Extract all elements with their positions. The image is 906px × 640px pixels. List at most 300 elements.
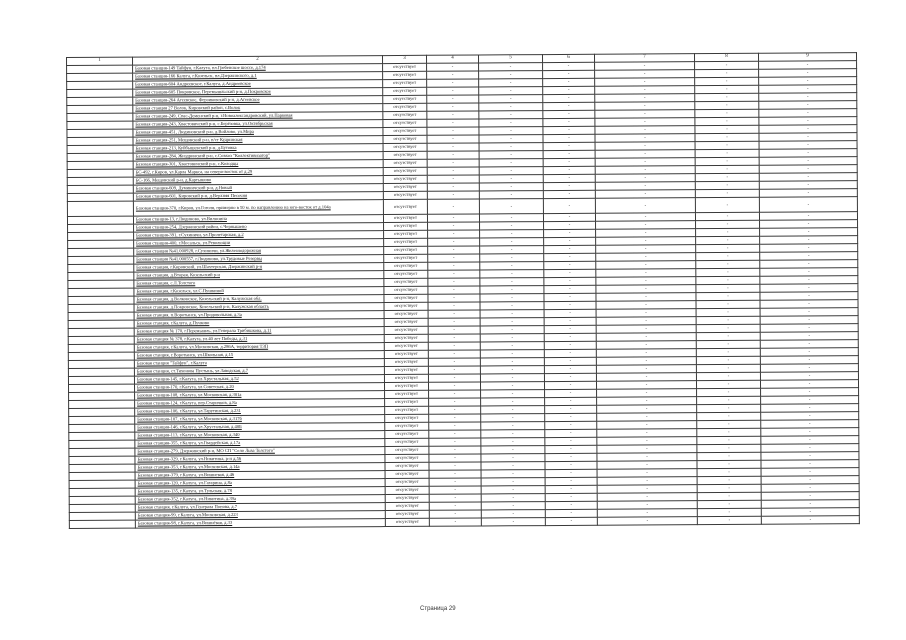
station-name-cell: Базовая станция-124, г.Калуга, пер.Старичков, д.8а bbox=[135, 399, 385, 409]
dash-cell-col4: - bbox=[429, 390, 481, 398]
dash-cell-col4: - bbox=[427, 111, 479, 119]
dash-cell-col7: - bbox=[596, 269, 696, 278]
station-name-cell: Базовая станция, г.Козельск, ул.С.Пушкиной bbox=[134, 287, 384, 297]
dash-cell-col5: - bbox=[480, 230, 544, 238]
dash-cell-col9: - bbox=[759, 117, 857, 126]
dash-cell-col6: - bbox=[544, 333, 596, 341]
dash-cell-col6: - bbox=[543, 142, 595, 150]
dash-cell-col9: - bbox=[761, 516, 859, 525]
dash-cell-col4: - bbox=[428, 230, 480, 238]
dash-cell-col4: - bbox=[429, 446, 481, 454]
station-name-cell: Базовая станция-243, Хвастовичский р-н, с.Берёзовка, ул.Октябрьская bbox=[133, 120, 383, 130]
dash-cell-col6: - bbox=[543, 118, 595, 126]
dash-cell-col4: - bbox=[429, 510, 481, 518]
dash-cell-col5: - bbox=[481, 438, 545, 446]
dash-cell-col4: - bbox=[428, 270, 480, 278]
dash-cell-col5: - bbox=[481, 478, 545, 486]
dash-cell-col8: - bbox=[697, 396, 761, 404]
dash-cell-col8: - bbox=[695, 117, 759, 125]
station-name-cell: БС-166, Мещовский р-н, д.Картышово bbox=[133, 176, 383, 186]
dash-cell-col7: - bbox=[595, 86, 695, 95]
dash-cell-col4: - bbox=[427, 127, 479, 135]
dash-cell-col4: - bbox=[428, 366, 480, 374]
station-name-cell: Базовая станция-451, Людиновский р-н, д.Войлово, ул.Мира bbox=[133, 128, 383, 138]
dash-cell-col4: - bbox=[427, 167, 479, 175]
status-cell: отсутствует bbox=[384, 326, 428, 334]
dash-cell-col5: - bbox=[479, 135, 543, 143]
dash-cell-col7: - bbox=[595, 150, 695, 159]
station-name-cell: Базовая станция-279, Дзержинский р-н, МО СП "Село Льва Толстого" bbox=[135, 447, 385, 457]
dash-cell-col8: - bbox=[695, 125, 759, 133]
dash-cell-col4: - bbox=[429, 398, 481, 406]
station-name-cell: Базовая станция-107, г.Калуга, ул.Московская, д.317б bbox=[135, 415, 385, 425]
dash-cell-col9: - bbox=[759, 165, 857, 174]
station-name-cell: Базовая станция-601, Кировский р-н, д.Верхняя Песочня bbox=[133, 192, 383, 202]
dash-cell-col8: - bbox=[697, 516, 761, 524]
dash-cell-col8: - bbox=[696, 252, 760, 260]
dash-cell-col6: - bbox=[545, 421, 597, 429]
dash-cell-col4: - bbox=[427, 159, 479, 167]
header-cell: 9 bbox=[758, 53, 856, 62]
dash-cell-col8: - bbox=[696, 380, 760, 388]
dash-cell-col7: - bbox=[596, 309, 696, 318]
dash-cell-col4: - bbox=[428, 278, 480, 286]
row-cell-col1 bbox=[69, 520, 135, 528]
dash-cell-col7: - bbox=[597, 461, 697, 470]
dash-cell-col9: - bbox=[760, 380, 858, 389]
dash-cell-col4: - bbox=[427, 119, 479, 127]
dash-cell-col9: - bbox=[760, 244, 858, 253]
dash-cell-col4: - bbox=[427, 199, 479, 214]
dash-cell-col9: - bbox=[759, 189, 857, 198]
dash-cell-col6: - bbox=[545, 445, 597, 453]
dash-cell-col7: - bbox=[595, 94, 695, 103]
station-name-cell: Базовая станция-106, г.Калуга, ул.Тарутинская, д.231 bbox=[135, 407, 385, 417]
stations-table bbox=[66, 52, 860, 529]
dash-cell-col6: - bbox=[545, 453, 597, 461]
dash-cell-col9: - bbox=[759, 149, 857, 158]
dash-cell-col9: - bbox=[760, 332, 858, 341]
dash-cell-col6: - bbox=[544, 317, 596, 325]
dash-cell-col9: - bbox=[760, 252, 858, 261]
dash-cell-col6: - bbox=[544, 381, 596, 389]
dash-cell-col7: - bbox=[596, 229, 696, 238]
dash-cell-col6: - bbox=[544, 245, 596, 253]
status-cell: отсутствует bbox=[384, 246, 428, 254]
header-cell: 5 bbox=[478, 55, 542, 63]
station-name-cell: Базовая станция-170, г.Калуга, ул.Советская, д.20 bbox=[134, 383, 384, 393]
dash-cell-col6: - bbox=[545, 397, 597, 405]
dash-cell-col4: - bbox=[428, 342, 480, 350]
dash-cell-col4: - bbox=[428, 262, 480, 270]
dash-cell-col5: - bbox=[480, 326, 544, 334]
dash-cell-col7: - bbox=[595, 102, 695, 111]
dash-cell-col8: - bbox=[696, 348, 760, 356]
station-name-cell: Базовая станция-249, Спас-Деменский р-н, г.Новоалександровский, ул.Парковая bbox=[133, 112, 383, 122]
dash-cell-col5: - bbox=[479, 143, 543, 151]
dash-cell-col5: - bbox=[480, 254, 544, 262]
dash-cell-col5: - bbox=[480, 366, 544, 374]
dash-cell-col9: - bbox=[760, 292, 858, 301]
dash-cell-col9: - bbox=[759, 197, 857, 213]
dash-cell-col5: - bbox=[481, 462, 545, 470]
dash-cell-col5: - bbox=[479, 159, 543, 167]
dash-cell-col8: - bbox=[695, 157, 759, 165]
dash-cell-col5: - bbox=[480, 318, 544, 326]
dash-cell-col5: - bbox=[480, 350, 544, 358]
dash-cell-col5: - bbox=[481, 390, 545, 398]
dash-cell-col6: - bbox=[543, 182, 595, 190]
status-cell: отсутствует bbox=[383, 63, 427, 71]
dash-cell-col6: - bbox=[544, 357, 596, 365]
dash-cell-col5: - bbox=[481, 406, 545, 414]
status-cell: отсутствует bbox=[384, 302, 428, 310]
status-cell: отсутствует bbox=[383, 175, 427, 183]
document-table-sheet bbox=[66, 52, 859, 529]
dash-cell-col4: - bbox=[428, 318, 480, 326]
dash-cell-col9: - bbox=[759, 61, 857, 70]
dash-cell-col4: - bbox=[427, 214, 479, 222]
dash-cell-col4: - bbox=[428, 326, 480, 334]
dash-cell-col8: - bbox=[695, 165, 759, 173]
status-cell: отсутствует bbox=[383, 159, 427, 167]
dash-cell-col9: - bbox=[761, 396, 859, 405]
station-name-cell: Базовая станция-145, г.Калуга, ул.Хрустальная, д.52 bbox=[134, 375, 384, 385]
dash-cell-col8: - bbox=[695, 173, 759, 181]
dash-cell-col5: - bbox=[480, 294, 544, 302]
dash-cell-col9: - bbox=[759, 85, 857, 94]
dash-cell-col6: - bbox=[544, 221, 596, 229]
dash-cell-col8: - bbox=[697, 492, 761, 500]
dash-cell-col7: - bbox=[595, 190, 695, 199]
header-cell: 4 bbox=[426, 55, 478, 63]
status-cell: отсутствует bbox=[384, 310, 428, 318]
dash-cell-col5: - bbox=[481, 470, 545, 478]
status-cell: отсутствует bbox=[385, 438, 429, 446]
dash-cell-col6: - bbox=[544, 349, 596, 357]
dash-cell-col6: - bbox=[545, 461, 597, 469]
dash-cell-col7: - bbox=[595, 198, 695, 214]
dash-cell-col9: - bbox=[761, 412, 859, 421]
dash-cell-col4: - bbox=[429, 406, 481, 414]
dash-cell-col5: - bbox=[479, 199, 543, 214]
dash-cell-col4: - bbox=[428, 246, 480, 254]
station-name-cell: Базовая станция-166 Калуга, г.Козельск, пл.Дзержинского, д.1 bbox=[133, 72, 383, 82]
dash-cell-col4: - bbox=[427, 135, 479, 143]
station-name-cell: Базовая станция-99, г.Калуга, ул.Московская, д.223 bbox=[135, 511, 385, 521]
station-name-cell: Базовая станция, п.Воротынск, ул.Продовольная, д.3а bbox=[134, 311, 384, 321]
dash-cell-col6: - bbox=[543, 86, 595, 94]
dash-cell-col9: - bbox=[761, 476, 859, 485]
dash-cell-col8: - bbox=[695, 212, 759, 220]
dash-cell-col8: - bbox=[695, 181, 759, 189]
station-name-cell: Базовая станция-120, г.Калуга, ул.Гагарина, д.8а bbox=[135, 479, 385, 489]
dash-cell-col5: - bbox=[479, 71, 543, 79]
dash-cell-col6: - bbox=[544, 285, 596, 293]
station-name-cell: БС-492, г.Киров, ул.Карла Маркса, на северо-восток от д.29 bbox=[133, 168, 383, 178]
dash-cell-col7: - bbox=[595, 118, 695, 127]
dash-cell-col7: - bbox=[596, 373, 696, 382]
dash-cell-col9: - bbox=[760, 268, 858, 277]
status-cell: отсутствует bbox=[383, 119, 427, 127]
dash-cell-col5: - bbox=[481, 454, 545, 462]
dash-cell-col8: - bbox=[697, 428, 761, 436]
status-cell: отсутствует bbox=[385, 478, 429, 486]
dash-cell-col6: - bbox=[545, 429, 597, 437]
dash-cell-col7: - bbox=[596, 285, 696, 294]
status-cell: отсутствует bbox=[385, 502, 429, 510]
dash-cell-col5: - bbox=[480, 342, 544, 350]
dash-cell-col5: - bbox=[479, 151, 543, 159]
station-name-cell: Базовая станция, г.Кировский, ул.Шахтерская, Дзержинский р-н bbox=[134, 263, 384, 273]
station-name-cell: Базовая станция-604 Андреевское, г.Калуга, д.Андреевское bbox=[133, 80, 383, 90]
station-name-cell: Базовая станция-251, Мещовский р-н, п/ст Кудринская bbox=[133, 136, 383, 146]
dash-cell-col7: - bbox=[595, 78, 695, 87]
dash-cell-col9: - bbox=[760, 372, 858, 381]
dash-cell-col9: - bbox=[760, 356, 858, 365]
dash-cell-col7: - bbox=[595, 134, 695, 143]
dash-cell-col5: - bbox=[480, 302, 544, 310]
header-cell: 8 bbox=[694, 53, 758, 61]
dash-cell-col7: - bbox=[597, 501, 697, 510]
dash-cell-col8: - bbox=[696, 260, 760, 268]
dash-cell-col7: - bbox=[597, 437, 697, 446]
status-cell: отсутствует bbox=[385, 422, 429, 430]
station-name-cell: Базовая станция №41.000557, г.Людиново, ул.Трудовые Резервы bbox=[134, 255, 384, 265]
dash-cell-col7: - bbox=[596, 253, 696, 262]
dash-cell-col7: - bbox=[597, 477, 697, 486]
status-cell: отсутствует bbox=[383, 183, 427, 191]
dash-cell-col9: - bbox=[761, 508, 859, 517]
station-name-cell: Базовая станция-113, г.Калуга, ул.Московская, д.340 bbox=[135, 431, 385, 441]
dash-cell-col5: - bbox=[479, 127, 543, 135]
dash-cell-col5: - bbox=[481, 398, 545, 406]
dash-cell-col9: - bbox=[759, 157, 857, 166]
dash-cell-col6: - bbox=[544, 309, 596, 317]
dash-cell-col6: - bbox=[544, 261, 596, 269]
station-name-cell: Базовая станция-391, г.Сухиничи, ул.Пролетарская, д.2 bbox=[134, 231, 384, 241]
dash-cell-col9: - bbox=[760, 308, 858, 317]
status-cell: отсутствует bbox=[384, 270, 428, 278]
status-cell: отсутствует bbox=[384, 334, 428, 342]
status-cell: отсутствует bbox=[384, 350, 428, 358]
station-name-cell: Базовая станция-370, г.Киров, ул.Гоголя, примерно в 50 м. по направлению на юго-восток от д.104а bbox=[133, 200, 383, 217]
status-cell: отсутствует bbox=[384, 294, 428, 302]
dash-cell-col6: - bbox=[543, 150, 595, 158]
dash-cell-col5: - bbox=[481, 486, 545, 494]
status-cell: отсутствует bbox=[385, 454, 429, 462]
dash-cell-col4: - bbox=[427, 143, 479, 151]
dash-cell-col8: - bbox=[696, 316, 760, 324]
dash-cell-col8: - bbox=[697, 508, 761, 516]
station-name-cell: Базовая станция, г.Калуга, ул.Московская, д.286А, территория ТЗП bbox=[134, 343, 384, 353]
dash-cell-col8: - bbox=[696, 220, 760, 228]
dash-cell-col9: - bbox=[761, 452, 859, 461]
dash-cell-col5: - bbox=[480, 262, 544, 270]
dash-cell-col8: - bbox=[697, 436, 761, 444]
station-name-cell: Базовая станция-329, г.Калуга, ул.Никитина, р-н д.56 bbox=[135, 455, 385, 465]
station-name-cell: Базовая станция-400, г.Мосальск, ул.Революции bbox=[134, 239, 384, 249]
dash-cell-col6: - bbox=[544, 373, 596, 381]
status-cell: отсутствует bbox=[385, 470, 429, 478]
dash-cell-col4: - bbox=[428, 350, 480, 358]
dash-cell-col7: - bbox=[596, 261, 696, 270]
dash-cell-col9: - bbox=[760, 316, 858, 325]
dash-cell-col4: - bbox=[428, 310, 480, 318]
dash-cell-col4: - bbox=[429, 430, 481, 438]
dash-cell-col9: - bbox=[761, 460, 859, 469]
dash-cell-col8: - bbox=[696, 236, 760, 244]
station-name-cell: Базовая станция, д.Покровское, Козельский р-н, Калужская область bbox=[134, 303, 384, 313]
dash-cell-col7: - bbox=[595, 158, 695, 167]
dash-cell-col4: - bbox=[428, 294, 480, 302]
status-cell: отсутствует bbox=[384, 286, 428, 294]
dash-cell-col9: - bbox=[759, 141, 857, 150]
dash-cell-col9: - bbox=[760, 260, 858, 269]
station-name-cell: Базовая станция-352, г.Калуга, ул.Никитина, д.39а bbox=[135, 495, 385, 505]
dash-cell-col5: - bbox=[480, 246, 544, 254]
dash-cell-col8: - bbox=[696, 364, 760, 372]
dash-cell-col6: - bbox=[545, 405, 597, 413]
dash-cell-col9: - bbox=[759, 133, 857, 142]
dash-cell-col7: - bbox=[597, 509, 697, 518]
header-cell: 2 bbox=[133, 56, 383, 66]
status-cell: отсутствует bbox=[384, 222, 428, 230]
dash-cell-col8: - bbox=[697, 476, 761, 484]
dash-cell-col7: - bbox=[596, 221, 696, 230]
dash-cell-col5: - bbox=[480, 286, 544, 294]
dash-cell-col6: - bbox=[543, 134, 595, 142]
dash-cell-col5: - bbox=[481, 502, 545, 510]
status-cell: отсутствует bbox=[384, 382, 428, 390]
dash-cell-col5: - bbox=[481, 414, 545, 422]
row-cell-col1 bbox=[67, 201, 133, 216]
dash-cell-col6: - bbox=[543, 110, 595, 118]
dash-cell-col5: - bbox=[479, 214, 543, 222]
dash-cell-col6: - bbox=[545, 389, 597, 397]
dash-cell-col9: - bbox=[760, 348, 858, 357]
dash-cell-col4: - bbox=[428, 374, 480, 382]
dash-cell-col6: - bbox=[545, 469, 597, 477]
dash-cell-col7: - bbox=[597, 445, 697, 454]
dash-cell-col6: - bbox=[543, 126, 595, 134]
dash-cell-col6: - bbox=[544, 229, 596, 237]
dash-cell-col9: - bbox=[759, 101, 857, 110]
dash-cell-col4: - bbox=[428, 238, 480, 246]
status-cell: отсутствует bbox=[384, 278, 428, 286]
dash-cell-col8: - bbox=[696, 324, 760, 332]
status-cell: отсутствует bbox=[385, 518, 429, 526]
dash-cell-col6: - bbox=[544, 301, 596, 309]
dash-cell-col4: - bbox=[428, 358, 480, 366]
status-cell: отсутствует bbox=[384, 230, 428, 238]
status-cell: отсутствует bbox=[383, 79, 427, 87]
dash-cell-col9: - bbox=[761, 492, 859, 501]
station-name-cell: Базовая станция №41.000928, г.Сухиничи, ул.Железнодорожная bbox=[134, 247, 384, 257]
status-cell: отсутствует bbox=[385, 414, 429, 422]
dash-cell-col6: - bbox=[543, 190, 595, 198]
dash-cell-col6: - bbox=[543, 198, 595, 213]
station-name-cell: Базовая станция-13, г.Людиново, ул.Вилюзина bbox=[133, 215, 383, 225]
dash-cell-col7: - bbox=[596, 365, 696, 374]
status-cell: отсутствует bbox=[385, 486, 429, 494]
station-name-cell: Базовая станция, д.Вторая, Козельский р-н bbox=[134, 271, 384, 281]
dash-cell-col7: - bbox=[596, 277, 696, 286]
dash-cell-col8: - bbox=[696, 244, 760, 252]
status-cell: отсутствует bbox=[385, 430, 429, 438]
station-name-cell: Базовая станция-254, Дзержинский район, с.Чернышено bbox=[134, 223, 384, 233]
dash-cell-col5: - bbox=[479, 95, 543, 103]
status-cell: отсутствует bbox=[385, 494, 429, 502]
status-cell: отсутствует bbox=[383, 143, 427, 151]
dash-cell-col9: - bbox=[761, 484, 859, 493]
dash-cell-col8: - bbox=[697, 452, 761, 460]
dash-cell-col7: - bbox=[596, 381, 696, 390]
dash-cell-col7: - bbox=[596, 317, 696, 326]
dash-cell-col5: - bbox=[479, 103, 543, 111]
dash-cell-col9: - bbox=[759, 77, 857, 86]
dash-cell-col4: - bbox=[429, 502, 481, 510]
dash-cell-col6: - bbox=[544, 237, 596, 245]
dash-cell-col9: - bbox=[760, 228, 858, 237]
dash-cell-col7: - bbox=[595, 213, 695, 222]
station-name-cell: Базовая станция-605 Покровское, Перемышльский р-н, д.Покровское bbox=[133, 88, 383, 98]
dash-cell-col8: - bbox=[695, 101, 759, 109]
status-cell: отсутствует bbox=[383, 167, 427, 175]
dash-cell-col9: - bbox=[761, 388, 859, 397]
dash-cell-col7: - bbox=[596, 349, 696, 358]
status-cell: отсутствует bbox=[385, 462, 429, 470]
dash-cell-col5: - bbox=[480, 222, 544, 230]
dash-cell-col8: - bbox=[696, 268, 760, 276]
status-cell: отсутствует bbox=[383, 214, 427, 222]
dash-cell-col7: - bbox=[595, 110, 695, 119]
dash-cell-col7: - bbox=[595, 70, 695, 79]
status-cell: отсутствует bbox=[385, 406, 429, 414]
station-name-cell: Базовая станция 27 Волок, Кировский район, с.Волок bbox=[133, 104, 383, 114]
station-name-cell: Базовая станция-301, Хвастовичский р-н, с.Колодцы bbox=[133, 160, 383, 170]
station-name-cell: Базовая станция-98, г.Калуга, ул.Вишнёвая, д.33 bbox=[135, 519, 385, 529]
dash-cell-col5: - bbox=[479, 167, 543, 175]
dash-cell-col9: - bbox=[759, 93, 857, 102]
dash-cell-col7: - bbox=[596, 341, 696, 350]
dash-cell-col6: - bbox=[545, 501, 597, 509]
dash-cell-col8: - bbox=[697, 388, 761, 396]
dash-cell-col8: - bbox=[695, 149, 759, 157]
dash-cell-col7: - bbox=[595, 166, 695, 175]
dash-cell-col7: - bbox=[597, 453, 697, 462]
status-cell: отсутствует bbox=[385, 390, 429, 398]
dash-cell-col4: - bbox=[427, 151, 479, 159]
dash-cell-col4: - bbox=[429, 438, 481, 446]
dash-cell-col6: - bbox=[543, 94, 595, 102]
status-cell: отсутствует bbox=[385, 510, 429, 518]
dash-cell-col4: - bbox=[429, 454, 481, 462]
dash-cell-col9: - bbox=[761, 500, 859, 509]
status-cell: отсутствует bbox=[385, 446, 429, 454]
dash-cell-col6: - bbox=[543, 102, 595, 110]
station-name-cell: Базовая станция, г.Калуга, ул.Генерала Попова, д.7 bbox=[135, 503, 385, 513]
dash-cell-col9: - bbox=[761, 404, 859, 413]
station-name-cell: Базовая станция, г.Воротынск, ул.Школьная, д.15 bbox=[134, 351, 384, 361]
dash-cell-col5: - bbox=[480, 374, 544, 382]
dash-cell-col8: - bbox=[697, 444, 761, 452]
station-name-cell: Базовая станция-108, г.Калуга, ул.Московская, д.301а bbox=[135, 391, 385, 401]
dash-cell-col8: - bbox=[695, 189, 759, 197]
dash-cell-col7: - bbox=[595, 126, 695, 135]
dash-cell-col4: - bbox=[428, 222, 480, 230]
dash-cell-col5: - bbox=[481, 422, 545, 430]
